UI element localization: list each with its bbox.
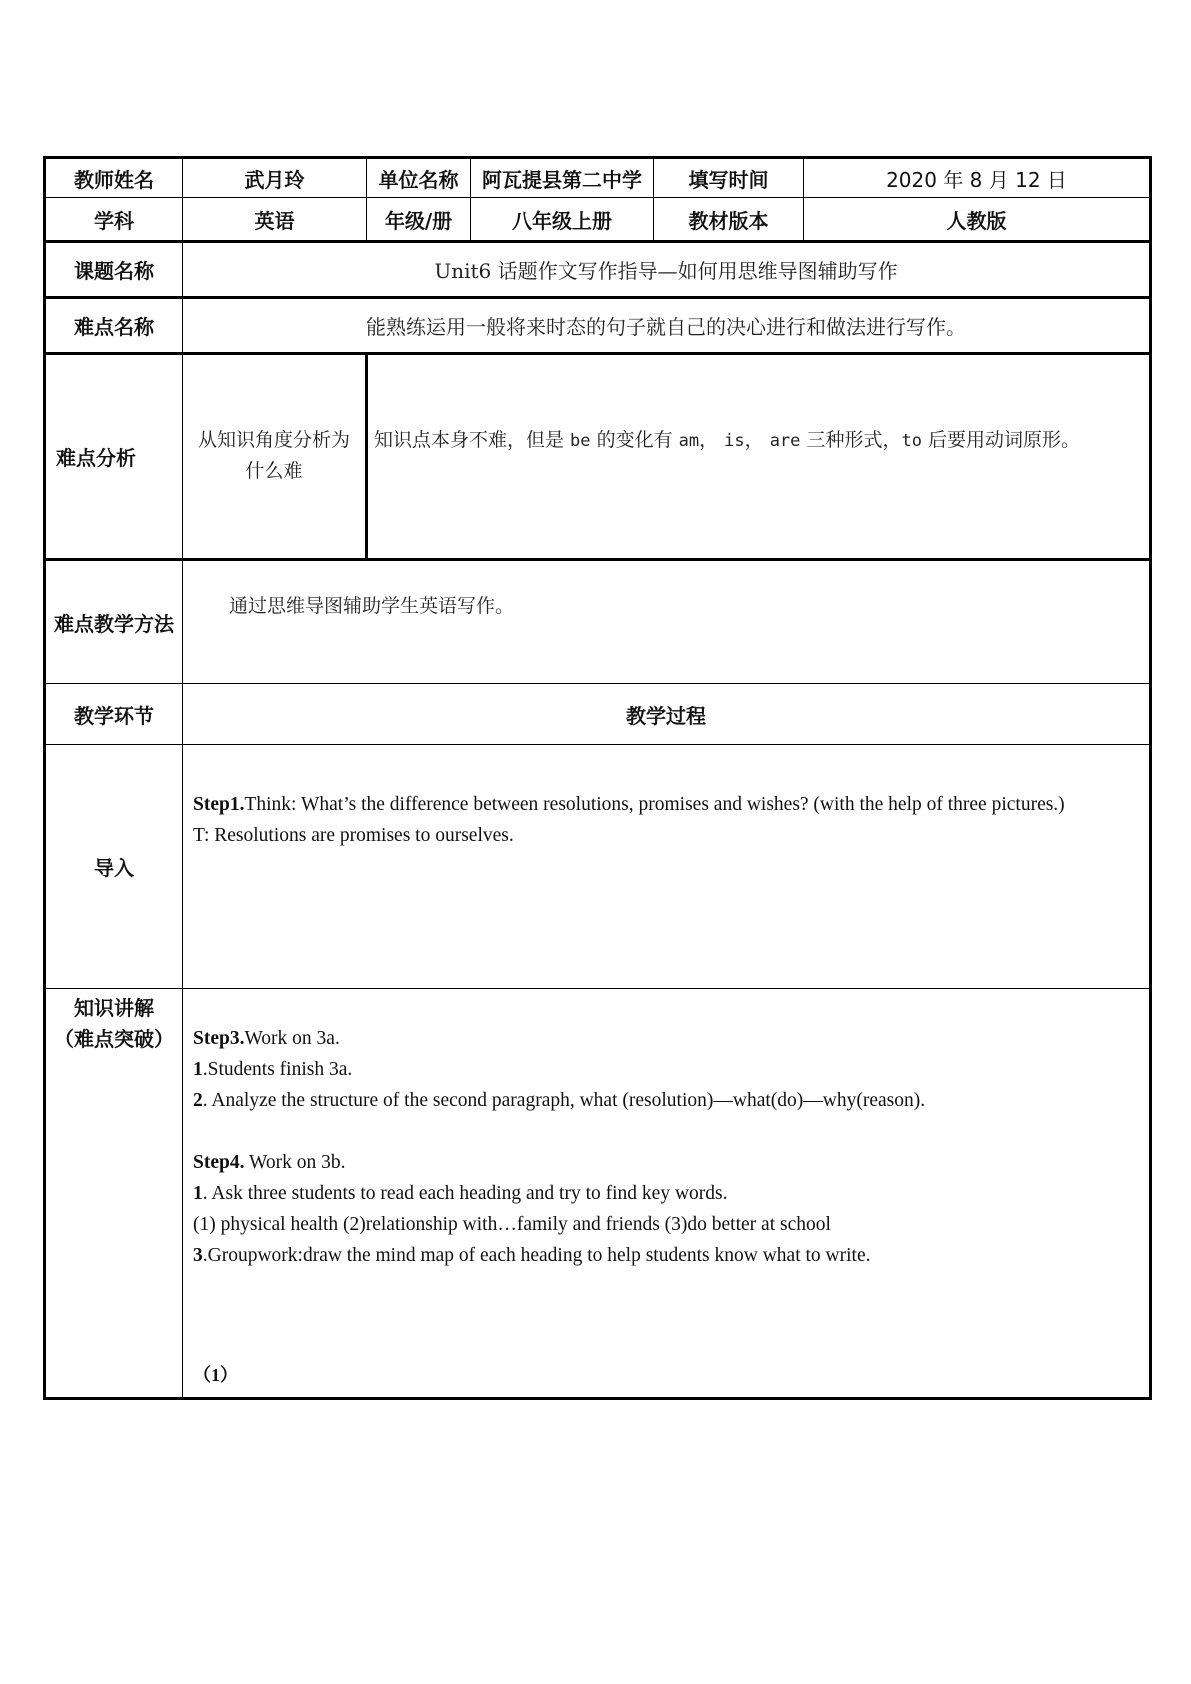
step3-bold: Step3. — [193, 1028, 245, 1049]
subject-value: 英语 — [183, 198, 367, 242]
process-header-row — [45, 684, 1151, 745]
knowledge-content — [183, 989, 1151, 1399]
step3-line — [193, 1023, 1139, 1054]
knowledge-label — [45, 989, 183, 1399]
analysis-code-is: is — [724, 431, 745, 451]
analysis-text-part-3: 三种形式， — [800, 429, 902, 451]
analysis-code-to: to — [901, 431, 922, 451]
analysis-sep-2: ， — [744, 429, 770, 451]
stage-header-label: 教学环节 — [45, 684, 183, 745]
step3-item-1-num: 1 — [193, 1059, 203, 1080]
step4-item-1-text: . Ask three students to read each heading and try to find key words. — [202, 1183, 728, 1204]
lesson-plan-table — [43, 156, 1152, 1400]
step3-item-2-text: . Analyze the structure of the second paragraph, what (resolution)—what(do)—why(reason). — [202, 1090, 926, 1111]
analysis-sep-1: ， — [699, 429, 725, 451]
step4-text: Work on 3b. — [244, 1152, 346, 1173]
difficulty-label: 难点名称 — [45, 298, 183, 354]
step4-item-3-text: .Groupwork:draw the mind map of each heading to help students know what to write. — [202, 1245, 871, 1266]
fill-date-value: 2020 年 8 月 12 日 — [804, 158, 1151, 198]
grade-label: 年级/册 — [367, 198, 471, 242]
step4-item-1 — [193, 1178, 1139, 1209]
difficulty-value: 能熟练运用一般将来时态的句子就自己的决心进行和做法进行写作。 — [183, 298, 1151, 354]
edition-value: 人教版 — [804, 198, 1151, 242]
step4-item-3-num: 3 — [193, 1245, 203, 1266]
step4-line — [193, 1147, 1139, 1178]
analysis-text — [367, 354, 1151, 560]
topic-row — [45, 242, 1151, 298]
header-row-2 — [45, 198, 1151, 242]
analysis-code-be: be — [570, 431, 591, 451]
step3-item-1-text: .Students finish 3a. — [202, 1059, 353, 1080]
intro-t-line: T: Resolutions are promises to ourselves. — [193, 825, 514, 846]
analysis-code-are: are — [769, 431, 801, 451]
knowledge-label-line-1: 知识讲解 — [74, 996, 154, 1020]
process-header-label: 教学过程 — [183, 684, 1151, 745]
step4-bold: Step4. — [193, 1152, 245, 1173]
knowledge-label-line-2: （难点突破） — [54, 1027, 174, 1051]
analysis-sub-label: 从知识角度分析为什么难 — [183, 354, 367, 560]
analysis-text-part-1: 知识点本身不难，但是 — [374, 429, 571, 451]
step3-text: Work on 3a. — [244, 1028, 340, 1049]
intro-step1 — [193, 789, 1139, 820]
intro-step1-text: Think: What’s the difference between resolutions, promises and wishes? (with the help of three pictures.) — [244, 794, 1065, 815]
topic-value: Unit6 话题作文写作指导—如何用思维导图辅助写作 — [183, 242, 1151, 298]
unit-name-value: 阿瓦提县第二中学 — [471, 158, 654, 198]
knowledge-row — [45, 989, 1151, 1399]
step4-item-3 — [193, 1240, 1139, 1271]
step4-item-1-num: 1 — [193, 1183, 203, 1204]
intro-step1-bold: Step1. — [193, 794, 245, 815]
step3-item-1 — [193, 1054, 1139, 1085]
method-value: 通过思维导图辅助学生英语写作。 — [183, 560, 1151, 684]
teacher-name-value: 武月玲 — [183, 158, 367, 198]
step4-headings: (1) physical health (2)relationship with…family and friends (3)do better at school — [193, 1214, 831, 1235]
topic-label: 课题名称 — [45, 242, 183, 298]
header-row-1 — [45, 158, 1151, 198]
analysis-text-part-2: 的变化有 — [590, 429, 679, 451]
unit-name-label: 单位名称 — [367, 158, 471, 198]
teacher-name-label: 教师姓名 — [45, 158, 183, 198]
difficulty-row — [45, 298, 1151, 354]
subject-label: 学科 — [45, 198, 183, 242]
analysis-row — [45, 354, 1151, 560]
method-label: 难点教学方法 — [45, 560, 183, 684]
analysis-text-part-4: 后要用动词原形。 — [921, 429, 1080, 451]
intro-label: 导入 — [45, 745, 183, 989]
fill-date-label: 填写时间 — [654, 158, 804, 198]
trailing-mark: （1） — [193, 1365, 238, 1385]
step3-item-2 — [193, 1085, 1139, 1116]
step3-item-2-num: 2 — [193, 1090, 203, 1111]
grade-value: 八年级上册 — [471, 198, 654, 242]
analysis-code-am: am — [678, 431, 700, 451]
method-row — [45, 560, 1151, 684]
intro-content — [183, 745, 1151, 989]
intro-row — [45, 745, 1151, 989]
analysis-label: 难点分析 — [45, 354, 183, 560]
edition-label: 教材版本 — [654, 198, 804, 242]
